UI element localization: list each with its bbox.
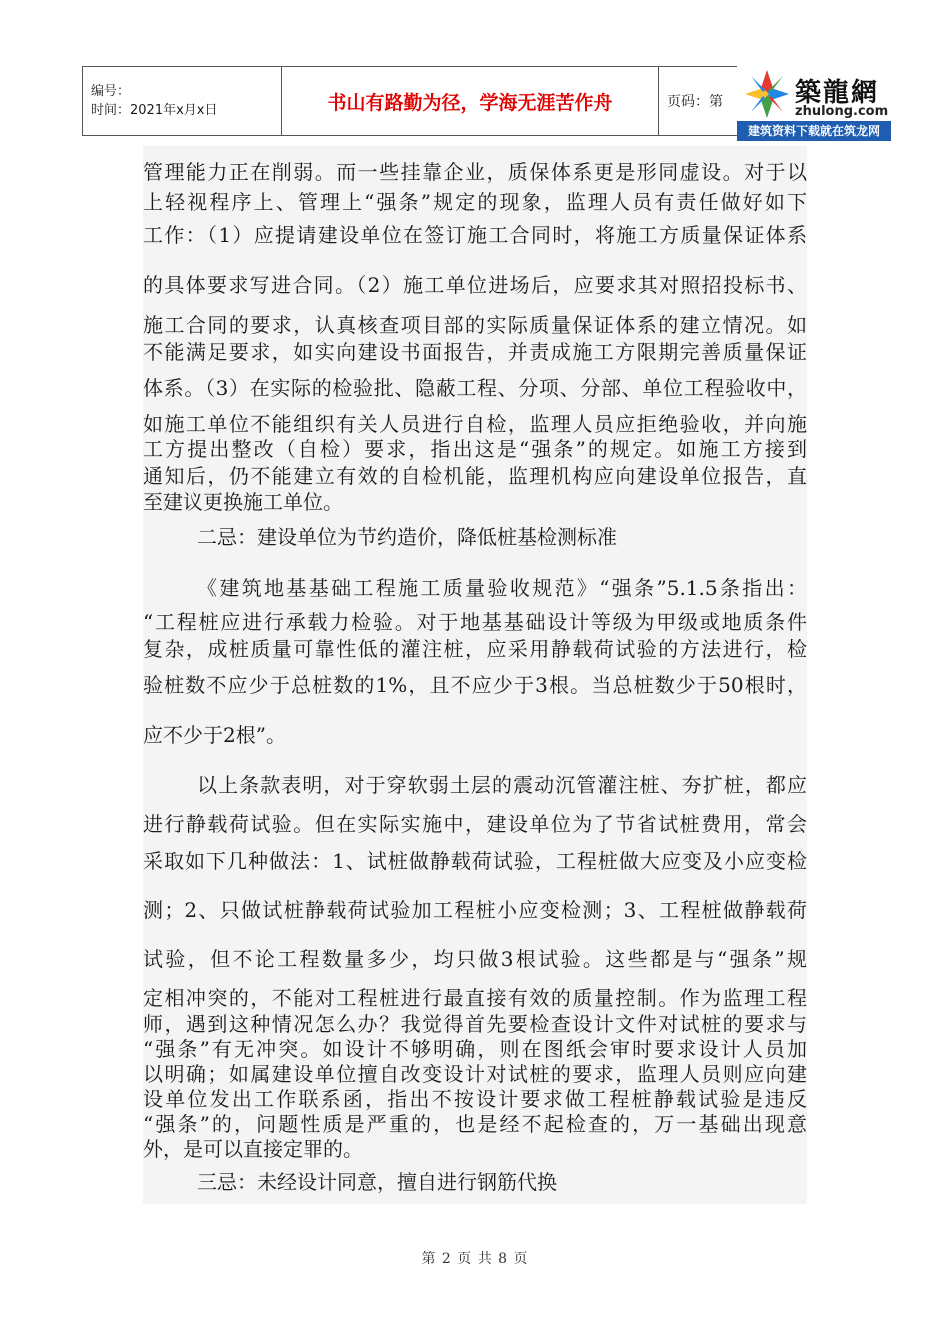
logo-banner: 建筑资料下载就在筑龙网 <box>737 121 891 141</box>
body-line: 设单位发出工作联系函，指出不按设计要求做工程桩静载试验是违反 <box>143 1087 807 1111</box>
body-line: 进行静载荷试验。但在实际实施中，建设单位为了节省试桩费用，常会 <box>143 812 807 836</box>
zhulong-logo <box>737 66 891 142</box>
body-line: 不能满足要求，如实向建设书面报告，并责成施工方限期完善质量保证 <box>143 340 807 364</box>
number-label: 编号： <box>91 84 131 99</box>
body-line: “强条”有无冲突。如设计不够明确，则在图纸会审时要求设计人员加 <box>143 1037 807 1061</box>
body-line: 采取如下几种做法：1、试桩做静载荷试验，工程桩做大应变及小应变检 <box>143 849 807 873</box>
logo-name: 築龍網 <box>795 78 880 108</box>
body-line: 验桩数不应少于总桩数的1%，且不应少于3根。当总桩数少于50根时， <box>143 673 807 697</box>
body-line: 应不少于2根”。 <box>143 723 286 747</box>
body-line: 通知后，仍不能建立有效的自检机能，监理机构应向建设单位报告，直 <box>143 464 807 488</box>
body-line: 外，是可以直接定罪的。 <box>143 1137 363 1161</box>
body-line: 以上条款表明，对于穿软弱土层的震动沉管灌注桩、夯扩桩，都应 <box>197 773 807 797</box>
page-label: 页码：第 <box>667 94 723 110</box>
document-body <box>143 146 807 1204</box>
body-line: 师，遇到这种情况怎么办？我觉得首先要检查设计文件对试桩的要求与 <box>143 1012 807 1036</box>
logo-url: zhulong.com <box>795 104 889 119</box>
body-line: 如施工单位不能组织有关人员进行自检，监理人员应拒绝验收，并向施 <box>143 412 807 436</box>
body-line: 定相冲突的，不能对工程桩进行最直接有效的质量控制。作为监理工程 <box>143 986 807 1010</box>
body-line: 上轻视程序上、管理上“强条”规定的现象，监理人员有责任做好如下 <box>143 190 807 214</box>
body-line: 工作：（1）应提请建设单位在签订施工合同时，将施工方质量保证体系 <box>143 223 807 247</box>
body-line: 《建筑地基基础工程施工质量验收规范》“强条”5.1.5条指出： <box>197 576 807 600</box>
logo-star-icon <box>743 68 791 120</box>
header-motto: 书山有路勤为径，学海无涯苦作舟 <box>282 67 659 136</box>
body-line: 至建议更换施工单位。 <box>143 490 343 514</box>
body-line: 以明确；如属建设单位擅自改变设计对试桩的要求，监理人员则应向建 <box>143 1062 807 1086</box>
section-heading-3: 三忌：未经设计同意，擅自进行钢筋代换 <box>197 1170 557 1194</box>
body-line: 管理能力正在削弱。而一些挂靠企业，质保体系更是形同虚设。对于以 <box>143 160 807 184</box>
body-line: 工方提出整改（自检）要求，指出这是“强条”的规定。如施工方接到 <box>143 437 807 461</box>
section-heading-2: 二忌：建设单位为节约造价，降低桩基检测标准 <box>197 525 617 549</box>
body-line: 试验，但不论工程数量多少，均只做3根试验。这些都是与“强条”规 <box>143 947 807 971</box>
body-line: 复杂，成桩质量可靠性低的灌注桩，应采用静载荷试验的方法进行，检 <box>143 637 807 661</box>
page-footer: 第 2 页 共 8 页 <box>421 1251 529 1267</box>
body-line: 体系。（3）在实际的检验批、隐蔽工程、分项、分部、单位工程验收中， <box>143 376 807 400</box>
body-line: 的具体要求写进合同。（2）施工单位进场后，应要求其对照招投标书、 <box>143 273 807 297</box>
body-line: 施工合同的要求，认真核查项目部的实际质量保证体系的建立情况。如 <box>143 313 807 337</box>
time-label: 时间：2021年x月x日 <box>91 103 218 118</box>
body-line: “强条”的，问题性质是严重的，也是经不起检查的，万一基础出现意 <box>143 1112 807 1136</box>
header-meta <box>83 67 282 136</box>
body-line: 测；2、只做试桩静载荷试验加工程桩小应变检测；3、工程桩做静载荷 <box>143 898 807 922</box>
body-line: “工程桩应进行承载力检验。对于地基基础设计等级为甲级或地质条件 <box>143 610 807 634</box>
